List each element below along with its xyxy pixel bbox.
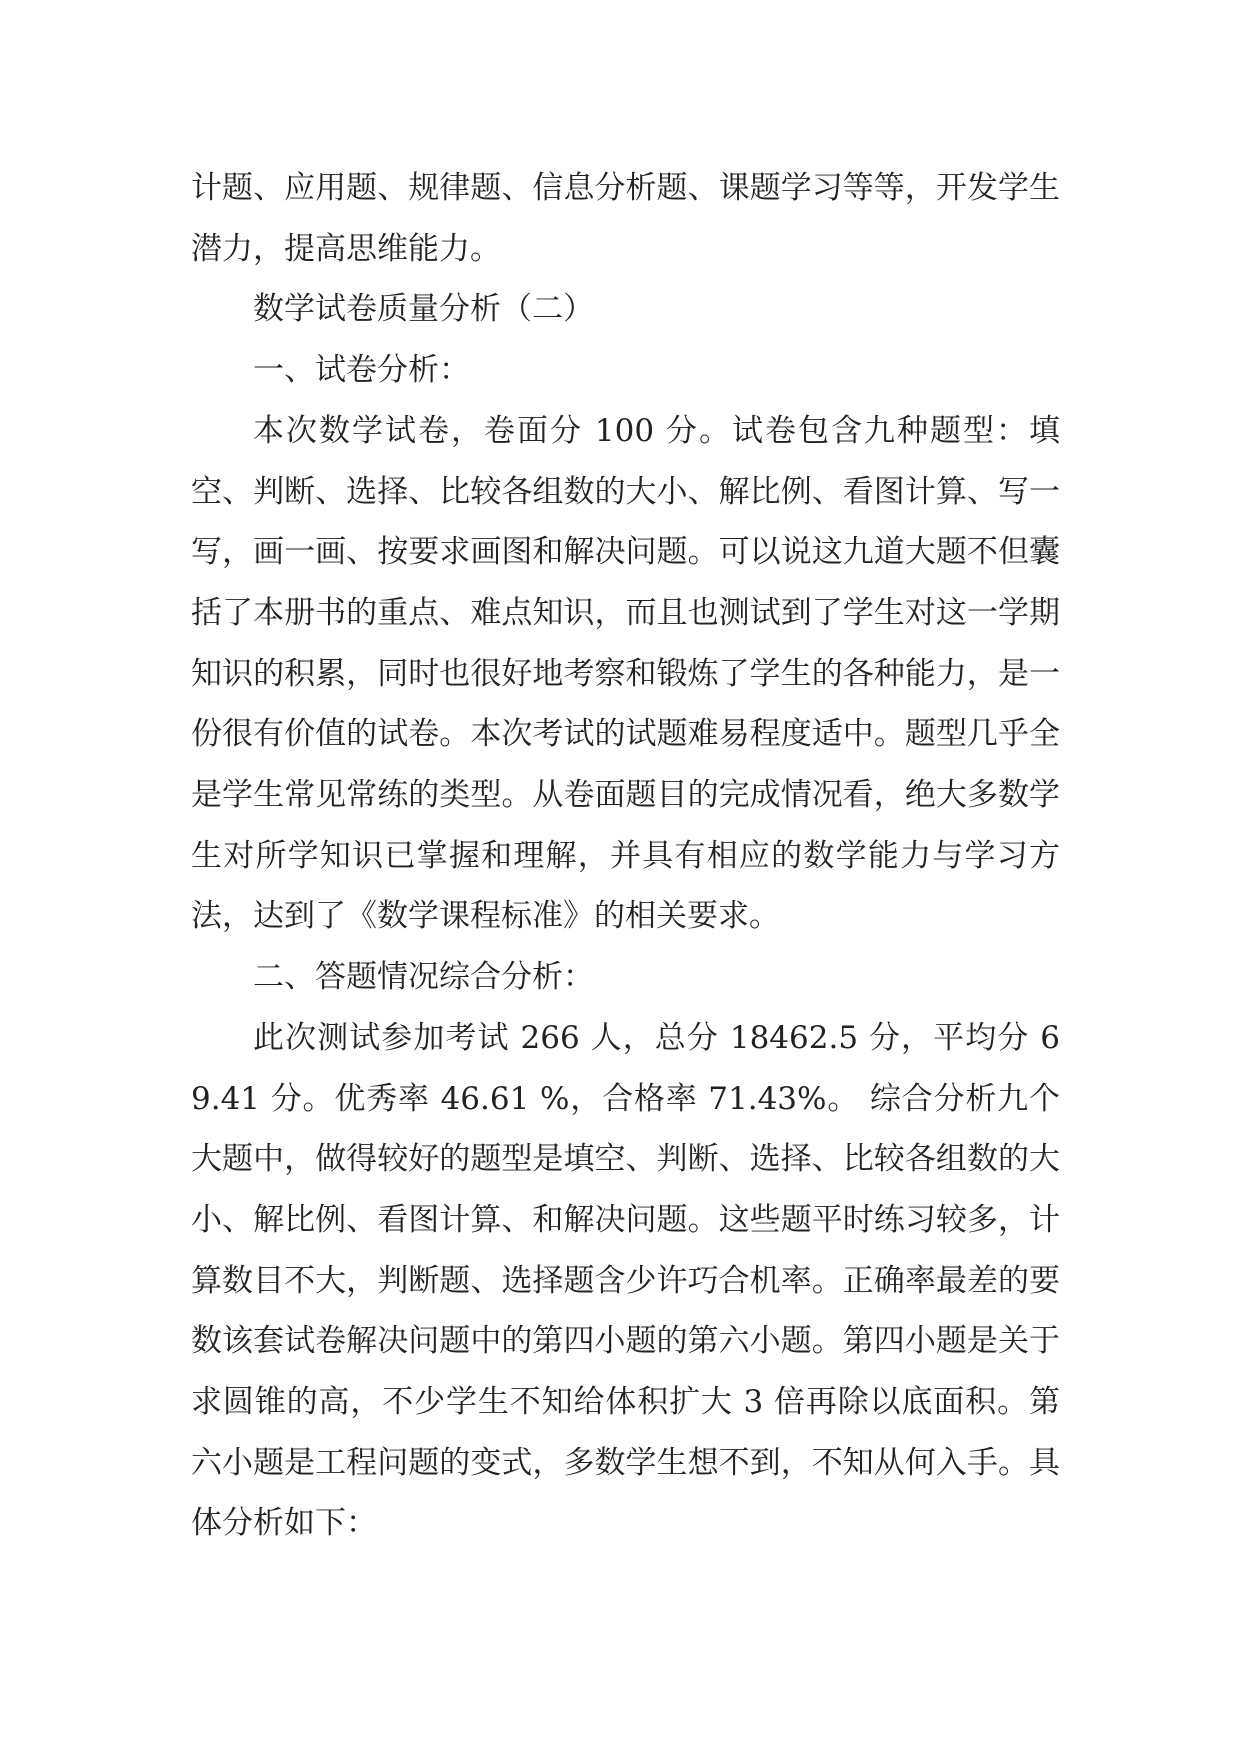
continuation-paragraph: 计题、应用题、规律题、信息分析题、课题学习等等，开发学生潜力，提高思维能力。 [191, 170, 1060, 267]
answer-analysis-paragraph: 此次测试参加考试 266 人，总分 18462.5 分，平均分 69.41 分。优秀率 46.61 %，合格率 71.43%。 综合分析九个大题中，做得较好的题型是填空、判断、选择、比较各组数的大小、解比例、看图计算、和解决问题。这些题平时练习较多，计算数目不大，判断题、选择题含少许巧合机率。正确率最差的要数该套试卷解决问题中的第四小题的第六小题。第四小题是关于求圆锥的高，不少学生不知给体积扩大 3 倍再除以底面积。第六小题是工程问题的变式，多数学生想不到，不知从何入手。具体分析如下： [191, 1019, 1060, 1542]
section-heading-answer-analysis: 二、答题情况综合分析： [253, 959, 594, 996]
document-body [191, 158, 1060, 1554]
paper-analysis-paragraph: 本次数学试卷，卷面分 100 分。试卷包含九种题型：填空、判断、选择、比较各组数的大小、解比例、看图计算、写一写，画一画、按要求画图和解决问题。可以说这九道大题不但囊括了本册书的重点、难点知识，而且也测试到了学生对这一学期知识的积累，同时也很好地考察和锻炼了学生的各种能力，是一份很有价值的试卷。本次考试的试题难易程度适中。题型几乎全是学生常见常练的类型。从卷面题目的完成情况看，绝大多数学生对所学知识已掌握和理解，并具有相应的数学能力与学习方法，达到了《数学课程标准》的相关要求。 [191, 412, 1060, 935]
document-title: 数学试卷质量分析（二） [253, 291, 594, 328]
section-heading-paper-analysis: 一、试卷分析： [253, 352, 470, 389]
